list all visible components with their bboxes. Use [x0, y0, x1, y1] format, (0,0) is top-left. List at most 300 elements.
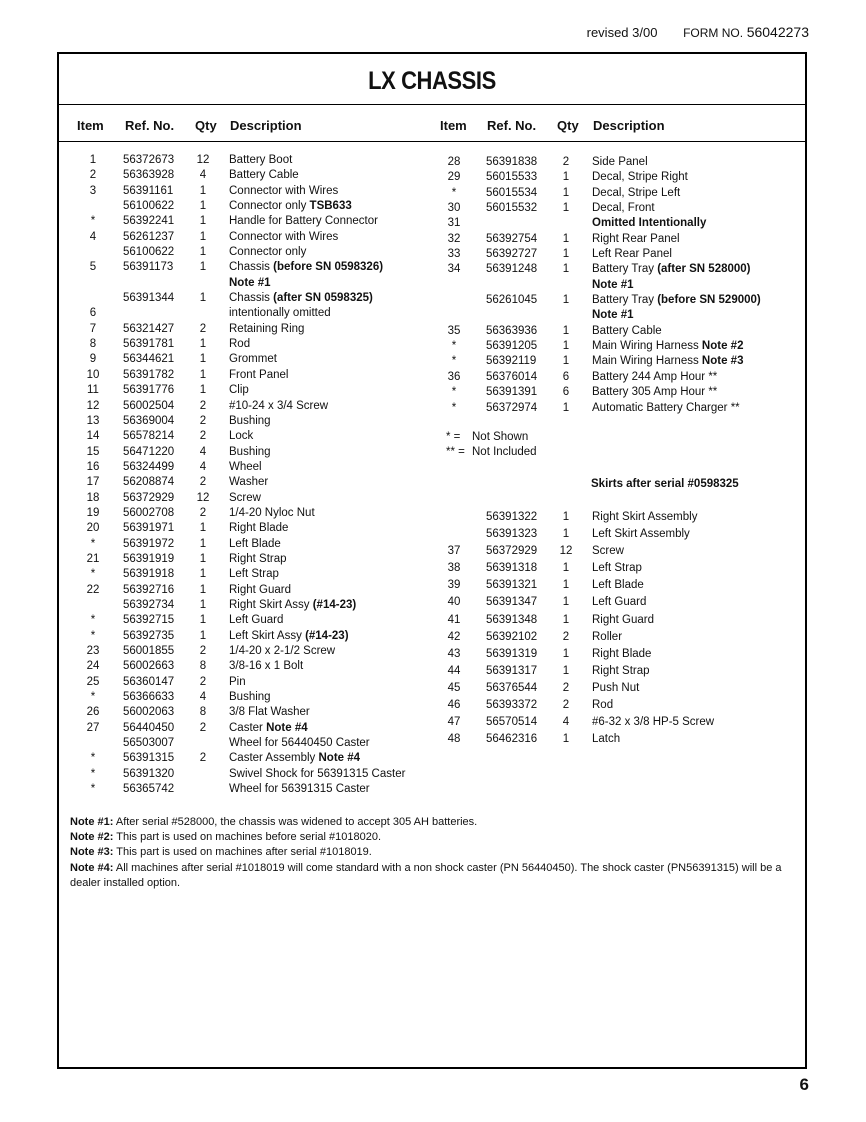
parts-row	[59, 583, 419, 598]
description-text: Battery 244 Amp Hour **	[592, 370, 718, 383]
item-number: *	[90, 752, 96, 765]
part-description	[229, 782, 370, 797]
legend-row	[446, 430, 646, 445]
description-emphasis: (after SN 528000)	[657, 263, 751, 276]
header-ref-no-right: Ref. No.	[487, 118, 537, 133]
quantity: 12	[196, 491, 210, 504]
ref-number: 56392727	[486, 248, 538, 261]
part-description	[229, 322, 304, 337]
ref-number: 56392735	[123, 629, 175, 642]
parts-row	[422, 370, 802, 385]
part-description	[592, 262, 751, 277]
quantity: 1	[562, 232, 570, 245]
item-number: 20	[86, 522, 100, 535]
parts-row	[422, 232, 802, 247]
parts-row	[422, 186, 802, 201]
quantity: 1	[562, 613, 570, 626]
item-number: 1	[89, 154, 97, 166]
ref-number: 56100622	[123, 246, 175, 259]
description-text: Left Blade	[592, 579, 644, 592]
description-text: Left Skirt Assy	[229, 629, 306, 642]
parts-row	[59, 629, 419, 644]
ref-number: 56392102	[486, 630, 538, 643]
quantity: 1	[562, 401, 570, 414]
ref-number: 56002063	[123, 706, 175, 719]
parts-row	[422, 697, 802, 714]
parts-row	[422, 663, 802, 680]
part-description	[229, 276, 271, 291]
header-description-right: Description	[593, 118, 665, 133]
ref-number: 56324499	[123, 460, 175, 473]
ref-number: 56392715	[123, 614, 175, 627]
quantity: 1	[562, 596, 570, 609]
description-text: Push Nut	[592, 681, 640, 694]
parts-row	[59, 429, 419, 444]
part-description	[592, 646, 651, 663]
quantity: 1	[562, 647, 570, 660]
ref-number: 56015533	[486, 171, 538, 184]
item-number: 25	[86, 675, 100, 688]
parts-row	[59, 322, 419, 337]
part-description	[592, 509, 697, 526]
skirt-parts-list	[422, 509, 802, 748]
quantity: 1	[562, 324, 570, 337]
parts-row	[59, 690, 419, 705]
parts-row	[422, 354, 802, 369]
part-description	[229, 506, 315, 521]
quantity: 12	[559, 545, 573, 558]
ref-number: 56365742	[123, 783, 175, 796]
ref-number: 56392754	[486, 232, 538, 245]
ref-number: 56321427	[123, 322, 175, 335]
parts-row	[59, 368, 419, 383]
description-text: Connector only	[229, 246, 307, 259]
ref-number: 56369004	[123, 414, 175, 427]
description-text: Battery 305 Amp Hour **	[592, 386, 718, 399]
description-text: Screw	[229, 491, 261, 504]
item-number: *	[90, 783, 96, 796]
part-description	[229, 291, 373, 306]
form-label: FORM NO.	[683, 26, 744, 40]
skirts-heading: Skirts after serial #0598325	[591, 478, 739, 490]
parts-row	[422, 308, 802, 323]
quantity: 2	[562, 699, 570, 712]
part-description	[592, 594, 646, 611]
description-text: Left Guard	[229, 614, 284, 627]
quantity: 1	[562, 528, 570, 541]
ref-number: 56376544	[486, 681, 538, 694]
quantity: 4	[199, 445, 207, 458]
ref-number: 56208874	[123, 476, 175, 489]
note-label: Note #4:	[70, 861, 114, 874]
parts-row	[59, 782, 419, 797]
description-text: Chassis	[229, 261, 274, 274]
item-number: 46	[447, 699, 461, 712]
description-text: Lock	[229, 430, 254, 443]
quantity: 2	[199, 675, 207, 688]
part-description	[229, 583, 291, 598]
part-description	[592, 308, 634, 323]
item-number: 17	[86, 476, 100, 489]
description-text: 3/8 Flat Washer	[229, 706, 310, 719]
part-description	[229, 675, 246, 690]
part-description	[229, 537, 281, 552]
parts-row	[422, 247, 802, 262]
item-number: 36	[447, 370, 461, 383]
ref-number: 56391248	[486, 263, 538, 276]
legend-symbol: ** =	[446, 446, 465, 459]
header-divider	[59, 141, 805, 142]
item-number: 14	[86, 430, 100, 443]
item-number: 22	[86, 583, 100, 596]
description-text: Washer	[229, 476, 269, 489]
description-emphasis: (#14-23)	[312, 598, 357, 611]
legend-text: Not Shown	[472, 431, 529, 443]
description-text: Caster	[229, 721, 267, 734]
description-emphasis: Note #1	[592, 278, 634, 291]
part-description	[229, 337, 250, 352]
part-description	[592, 526, 690, 543]
notes-section	[70, 815, 795, 891]
ref-number: 56366633	[123, 691, 175, 704]
parts-row	[59, 659, 419, 674]
description-text: Decal, Stripe Left	[592, 186, 681, 199]
item-number: 38	[447, 562, 461, 575]
parts-row	[422, 629, 802, 646]
part-description	[592, 278, 634, 293]
description-text: Left Strap	[229, 568, 279, 581]
item-number: 28	[447, 156, 461, 168]
description-text: Battery Tray	[592, 263, 658, 276]
description-text: Clip	[229, 384, 249, 397]
legend-symbol: * =	[446, 431, 461, 443]
parts-row	[59, 736, 419, 751]
part-description	[592, 339, 743, 354]
quantity: 1	[199, 353, 207, 366]
description-text: Right Strap	[229, 552, 287, 565]
ref-number: 56391320	[123, 767, 175, 780]
part-description	[229, 767, 405, 782]
description-text: Main Wiring Harness	[592, 340, 702, 353]
parts-row	[59, 168, 419, 183]
parts-row	[422, 293, 802, 308]
quantity: 1	[199, 184, 207, 197]
quantity: 8	[199, 706, 207, 719]
parts-row	[422, 385, 802, 400]
part-description	[229, 368, 288, 383]
part-description	[592, 232, 680, 247]
part-description	[229, 414, 271, 429]
part-description	[229, 230, 338, 245]
part-description	[592, 543, 624, 560]
part-description	[229, 475, 268, 490]
item-number: *	[451, 186, 457, 199]
parts-row	[59, 491, 419, 506]
ref-number: 56002504	[123, 399, 175, 412]
quantity: 4	[199, 460, 207, 473]
quantity: 1	[562, 294, 570, 307]
item-number: 4	[89, 230, 97, 243]
ref-number: 56391205	[486, 340, 538, 353]
parts-row	[422, 560, 802, 577]
description-text: Retaining Ring	[229, 322, 305, 335]
right-parts-list	[422, 155, 802, 416]
item-number: 26	[86, 706, 100, 719]
item-number: 37	[447, 545, 461, 558]
part-description	[229, 736, 370, 751]
quantity: 12	[196, 154, 210, 166]
header-qty-right: Qty	[557, 118, 579, 133]
ref-number: 56261237	[123, 230, 175, 243]
ref-number: 56372929	[123, 491, 175, 504]
part-description	[229, 153, 292, 168]
description-text: Right Strap	[592, 664, 650, 677]
parts-row	[59, 199, 419, 214]
quantity: 1	[199, 522, 207, 535]
description-text: Rod	[592, 699, 614, 712]
ref-number: 56391321	[486, 579, 538, 592]
item-number: *	[451, 355, 457, 368]
quantity: 4	[199, 691, 207, 704]
description-emphasis: (before SN 0598326)	[273, 261, 384, 274]
part-description	[592, 629, 622, 646]
item-number: 48	[447, 733, 461, 746]
description-text: Grommet	[229, 353, 277, 366]
part-description	[229, 644, 335, 659]
item-number: 9	[89, 353, 97, 366]
parts-row	[59, 644, 419, 659]
ref-number: 56015532	[486, 202, 538, 215]
description-text: Screw	[592, 545, 624, 558]
quantity: 2	[199, 476, 207, 489]
description-text: Latch	[592, 733, 621, 746]
description-text: Bushing	[229, 414, 271, 427]
description-emphasis: (before SN 529000)	[657, 294, 761, 307]
part-description	[229, 598, 356, 613]
description-text: Bushing	[229, 691, 271, 704]
ref-number: 56391173	[123, 261, 174, 274]
part-description	[592, 170, 688, 185]
item-number: 43	[447, 647, 461, 660]
item-number: 7	[89, 322, 97, 335]
description-text: 3/8-16 x 1 Bolt	[229, 660, 304, 673]
item-number: 47	[447, 716, 461, 729]
part-description	[592, 612, 654, 629]
part-description	[229, 552, 287, 567]
quantity: 4	[199, 169, 207, 182]
ref-number: 56363928	[123, 169, 175, 182]
quantity: 1	[562, 248, 570, 261]
item-number: *	[90, 614, 96, 627]
parts-row	[59, 291, 419, 306]
part-description	[592, 577, 644, 594]
quantity: 8	[199, 660, 207, 673]
item-number: 41	[447, 613, 461, 626]
parts-row	[422, 262, 802, 277]
quantity: 1	[199, 568, 207, 581]
item-number: 16	[86, 460, 100, 473]
description-text: Connector only	[229, 200, 310, 213]
description-text: Right Rear Panel	[592, 232, 680, 245]
parts-row	[422, 216, 802, 231]
note-label: Note #1:	[70, 816, 114, 828]
item-number: 15	[86, 445, 100, 458]
quantity: 1	[562, 340, 570, 353]
quantity: 1	[199, 384, 207, 397]
part-description	[229, 306, 331, 321]
ref-number: 56392119	[486, 355, 537, 368]
description-emphasis: Note #4	[318, 752, 361, 765]
quantity: 1	[199, 215, 207, 228]
ref-number: 56391776	[123, 384, 175, 397]
header-qty: Qty	[195, 118, 217, 133]
part-description	[229, 168, 299, 183]
form-info	[587, 24, 809, 40]
part-description	[592, 663, 650, 680]
parts-row	[59, 751, 419, 766]
description-text: 1/4-20 x 2-1/2 Screw	[229, 645, 336, 657]
description-emphasis: Note #2	[701, 340, 744, 353]
parts-row	[59, 767, 419, 782]
ref-number: 56392241	[123, 215, 175, 228]
parts-row	[59, 337, 419, 352]
item-number: *	[451, 340, 457, 353]
description-emphasis: (#14-23)	[305, 629, 349, 642]
description-text: Right Skirt Assy	[229, 598, 313, 611]
parts-row	[59, 675, 419, 690]
item-number: 10	[86, 368, 100, 381]
ref-number: 56391391	[486, 386, 538, 399]
item-number: *	[451, 386, 457, 399]
quantity: 1	[562, 263, 570, 276]
item-number: 42	[447, 630, 461, 643]
part-description	[592, 155, 648, 170]
ref-number: 56391344	[123, 292, 175, 305]
part-description	[592, 293, 761, 308]
parts-row	[59, 230, 419, 245]
item-number: 21	[86, 552, 100, 565]
note-text: All machines after serial #1018019 will come standard with a non shock caster (PN 56440450). The shock caster (PN56391315) will be a dealer installed option.	[70, 861, 782, 889]
note-line	[70, 830, 795, 845]
item-number: 23	[86, 645, 100, 657]
description-text: Pin	[229, 675, 246, 688]
item-number: 32	[447, 232, 461, 245]
item-number: 8	[89, 338, 97, 351]
ref-number: 56471220	[123, 445, 175, 458]
quantity: 1	[562, 579, 570, 592]
part-description	[592, 714, 714, 731]
description-text: Wheel for 56391315 Caster	[229, 783, 370, 796]
quantity: 2	[199, 414, 207, 427]
description-text: Right Guard	[592, 613, 655, 626]
description-text: Right Skirt Assembly	[592, 511, 698, 523]
item-number: 45	[447, 681, 461, 694]
part-description	[229, 567, 279, 582]
ref-number: 56391319	[486, 647, 538, 660]
parts-row	[59, 414, 419, 429]
ref-number: 56391322	[486, 511, 538, 523]
description-text: Roller	[592, 630, 623, 643]
quantity: 1	[562, 202, 570, 215]
parts-row	[59, 552, 419, 567]
ref-number: 56002663	[123, 660, 175, 673]
item-number: 31	[447, 217, 461, 230]
quantity: 2	[562, 156, 570, 168]
part-description	[229, 429, 253, 444]
description-text: Handle for Battery Connector	[229, 215, 378, 228]
parts-row	[59, 245, 419, 260]
quantity: 1	[199, 292, 207, 305]
description-emphasis: Note #1	[229, 276, 271, 289]
ref-number: 56392716	[123, 583, 175, 596]
part-description	[229, 352, 277, 367]
part-description	[592, 216, 706, 231]
quantity: 1	[562, 511, 570, 523]
ref-number: 56372929	[486, 545, 538, 558]
ref-number: 56372974	[486, 401, 538, 414]
description-text: Decal, Front	[592, 202, 655, 215]
part-description	[592, 697, 613, 714]
description-emphasis: Omitted Intentionally	[592, 217, 707, 230]
quantity: 2	[199, 399, 207, 412]
parts-row	[59, 445, 419, 460]
parts-row	[59, 399, 419, 414]
ref-number: 56391317	[486, 664, 538, 677]
ref-number: 56015534	[486, 186, 538, 199]
part-description	[592, 354, 743, 369]
ref-number: 56578214	[123, 430, 175, 443]
parts-list-frame	[57, 52, 807, 1069]
quantity: 1	[199, 368, 207, 381]
description-emphasis: TSB633	[309, 200, 352, 213]
quantity: 1	[199, 261, 207, 274]
ref-number: 56392734	[123, 598, 175, 611]
header-item: Item	[77, 118, 104, 133]
ref-number: 56391919	[123, 552, 175, 565]
description-text: Left Rear Panel	[592, 248, 672, 261]
parts-row	[59, 613, 419, 628]
page-title: LX CHASSIS	[368, 67, 496, 95]
parts-row	[59, 306, 419, 321]
quantity: 1	[199, 583, 207, 596]
part-description	[592, 385, 717, 400]
ref-number: 56391918	[123, 568, 175, 581]
item-number: 39	[447, 579, 461, 592]
description-text: #10-24 x 3/4 Screw	[229, 399, 329, 412]
quantity: 1	[199, 537, 207, 550]
ref-number: 56570514	[486, 716, 538, 729]
parts-row	[422, 646, 802, 663]
description-text: Rod	[229, 338, 251, 351]
part-description	[229, 399, 328, 414]
note-text: This part is used on machines after serial #1018019.	[113, 846, 372, 859]
note-label: Note #2:	[70, 831, 114, 844]
quantity: 1	[199, 614, 207, 627]
description-text: Right Blade	[229, 522, 289, 535]
description-text: Right Blade	[592, 647, 652, 660]
parts-row	[422, 509, 802, 526]
parts-row	[59, 721, 419, 736]
description-text: Battery Boot	[229, 154, 293, 166]
parts-row	[59, 352, 419, 367]
description-text: Battery Tray	[592, 294, 658, 307]
description-text: Automatic Battery Charger **	[592, 401, 740, 414]
parts-row	[422, 731, 802, 748]
quantity: 1	[562, 562, 570, 575]
part-description	[229, 705, 310, 720]
header-ref-no: Ref. No.	[125, 118, 175, 133]
parts-row	[59, 598, 419, 613]
